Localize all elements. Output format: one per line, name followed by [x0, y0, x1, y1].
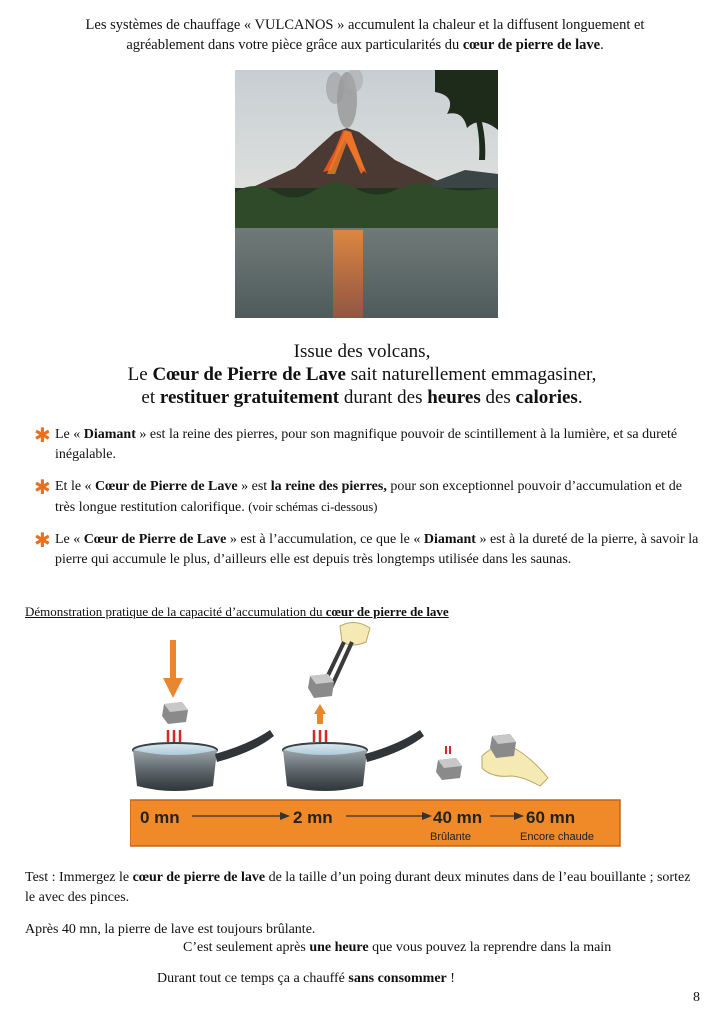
one-hour-emphasis: une heure [309, 940, 369, 955]
asterisk-icon: ✱ [34, 423, 51, 447]
headline-emphasis: heures [427, 387, 481, 408]
saucepan-icon [283, 730, 424, 791]
saucepan-icon [133, 730, 274, 791]
bullet-text: » est à l’accumulation, ce que le « [226, 532, 424, 547]
intro-emphasis: cœur de pierre de lave [462, 37, 601, 53]
time-0: 0 mn [140, 808, 180, 827]
volcano-photo [235, 70, 498, 318]
bullet-text: Le « [55, 427, 84, 442]
bullet-pierre-lave [34, 477, 704, 518]
test-emphasis: cœur de pierre de lave [132, 870, 266, 885]
headline-emphasis: Cœur de Pierre de Lave [152, 364, 346, 385]
page-number: 8 [693, 990, 700, 1005]
headline-line-3 [60, 386, 664, 409]
heat-waves-icon [314, 730, 326, 742]
heat-waves-icon [168, 730, 180, 742]
asterisk-icon: ✱ [34, 528, 51, 552]
bullet-note: (voir schémas ci-dessous) [248, 500, 378, 514]
bullet-text: » est à la dureté de la pierre, à savoir la pierre qui accumule le plus, d’ailleurs elle est depuis très longtemps utilisée dans les saunas. [55, 532, 699, 567]
hand-holding-stone-icon [482, 734, 548, 786]
bullet-accumulation [34, 530, 704, 570]
timeline-bar [130, 800, 620, 846]
lava-stone-icon [162, 702, 188, 724]
headline-text: sait naturellement emmagasiner, [345, 364, 597, 385]
test-paragraph [25, 868, 695, 908]
asterisk-icon: ✱ [34, 475, 51, 499]
demo-title-emphasis: cœur de pierre de lave [325, 604, 449, 619]
one-hour-text: que vous pouvez la reprendre dans la main [368, 940, 612, 955]
intro-line-1: Les systèmes de chauffage « VULCANOS » accumulent la chaleur et la diffusent longuement et [85, 17, 645, 33]
bullet-emphasis: la reine des pierres, [270, 479, 387, 494]
bullet-text: » est [237, 479, 271, 494]
lava-stone-icon [436, 758, 462, 780]
demonstration-diagram [130, 618, 630, 858]
time-40-label: Brûlante [430, 831, 471, 843]
time-60: 60 mn [526, 808, 576, 827]
headline [60, 340, 664, 409]
headline-text: des [480, 387, 516, 408]
time-2: 2 mn [293, 808, 333, 827]
headline-emphasis: restituer gratuitement [159, 387, 340, 408]
time-40: 40 mn [433, 808, 483, 827]
headline-text: Le [127, 364, 153, 385]
bullet-emphasis: Diamant [83, 427, 136, 442]
headline-text: durant des [339, 387, 428, 408]
bullet-text: Le « [55, 532, 84, 547]
bullet-emphasis: Cœur de Pierre de Lave [83, 532, 227, 547]
down-arrow-icon [163, 640, 183, 698]
one-hour-line [183, 938, 611, 958]
intro-period: . [600, 37, 604, 53]
time-60-label: Encore chaude [520, 831, 594, 843]
conclusion-text: ! [446, 971, 455, 986]
demo-title-text: Démonstration pratique de la capacité d’accumulation du [25, 604, 326, 619]
headline-text: . [577, 387, 583, 408]
lava-stone-icon [308, 674, 334, 698]
test-text: de la taille d’un poing durant deux minutes dans de l’eau bouillante ; sortez le avec des pinces. [25, 870, 691, 905]
heat-waves-icon [446, 746, 450, 754]
headline-text: et [141, 387, 160, 408]
conclusion-emphasis: sans consommer [348, 971, 447, 986]
intro-paragraph [40, 15, 690, 55]
headline-line-1: Issue des volcans, [293, 341, 431, 362]
conclusion-text: Durant tout ce temps ça a chauffé [157, 971, 349, 986]
after-40-line: Après 40 mn, la pierre de lave est toujours brûlante. [25, 922, 316, 937]
intro-line-2: agréablement dans votre pièce grâce aux particularités du [126, 37, 463, 53]
test-text: Test : Immergez le [25, 870, 133, 885]
one-hour-text: C’est seulement après [183, 940, 310, 955]
up-arrow-icon [314, 704, 326, 724]
bullet-emphasis: Cœur de Pierre de Lave [95, 479, 238, 494]
bullet-diamant [34, 425, 704, 465]
headline-emphasis: calories [515, 387, 578, 408]
bullet-text: pour son exceptionnel pouvoir d’accumulation et de très longue restitution calorifique. [55, 479, 682, 515]
conclusion-line [157, 969, 455, 989]
bullet-emphasis: Diamant [423, 532, 476, 547]
headline-line-2 [60, 363, 664, 386]
bullet-text: » est la reine des pierres, pour son magnifique pouvoir de scintillement à la lumière, et sa dureté inégalable. [55, 427, 678, 462]
bullet-text: Et le « [55, 479, 96, 494]
